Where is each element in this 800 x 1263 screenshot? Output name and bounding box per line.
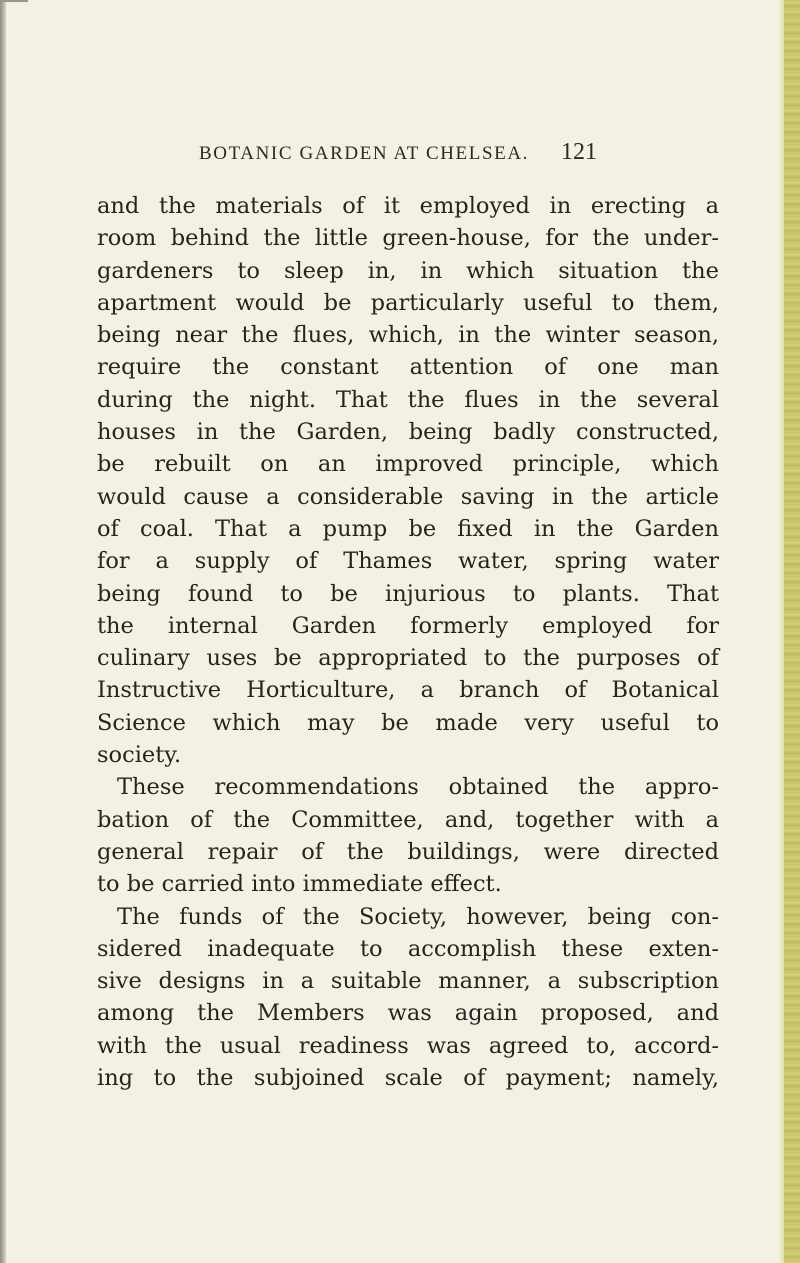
page-corner-line — [0, 0, 28, 2]
text-line: for a supply of Thames water, spring water — [97, 548, 719, 575]
text-line: culinary uses be appropriated to the purposes of — [97, 645, 719, 672]
text-line: and the materials of it employed in erecting a — [97, 193, 719, 219]
text-line: sidered inadequate to accomplish these exten- — [97, 935, 719, 962]
text-line: the internal Garden formerly employed for — [97, 612, 719, 639]
running-title: BOTANIC GARDEN AT CHELSEA. — [199, 143, 530, 164]
text-line: among the Members was again proposed, and — [97, 1000, 719, 1027]
text-line: Instructive Horticulture, a branch of Botanical — [97, 677, 719, 704]
paragraph-start-line: The funds of the Society, however, being con- — [117, 903, 719, 930]
page-edge-stain — [784, 0, 800, 1263]
text-line: sive designs in a suitable manner, a subscription — [97, 968, 719, 995]
body-text — [97, 190, 719, 1094]
text-line: of coal. That a pump be fixed in the Garden — [97, 515, 719, 542]
text-line: bation of the Committee, and, together with a — [97, 806, 719, 833]
text-line: during the night. That the flues in the several — [97, 386, 719, 413]
text-line: society. — [97, 742, 182, 769]
paragraph-start-line: These recommendations obtained the appro- — [117, 774, 719, 801]
text-line: to be carried into immediate effect. — [97, 871, 502, 898]
page-number: 121 — [561, 139, 597, 165]
text-line: apartment would be particularly useful to them, — [97, 289, 719, 316]
text-line: general repair of the buildings, were directed — [97, 838, 719, 865]
text-line: gardeners to sleep in, in which situation the — [97, 257, 719, 284]
text-line: being near the flues, which, in the winter season, — [97, 322, 719, 349]
page-header — [199, 139, 599, 169]
text-line: room behind the little green-house, for the under- — [97, 225, 719, 252]
text-line: houses in the Garden, being badly constructed, — [97, 419, 719, 446]
text-line: be rebuilt on an improved principle, which — [97, 451, 719, 478]
text-line: ing to the subjoined scale of payment; namely, — [97, 1065, 719, 1092]
page-gutter-shadow — [0, 0, 6, 1263]
text-line: with the usual readiness was agreed to, accord- — [97, 1032, 719, 1059]
text-line: require the constant attention of one man — [97, 354, 719, 381]
text-line: Science which may be made very useful to — [97, 709, 719, 736]
text-line: being found to be injurious to plants. That — [97, 580, 719, 607]
text-line: would cause a considerable saving in the article — [97, 483, 719, 510]
